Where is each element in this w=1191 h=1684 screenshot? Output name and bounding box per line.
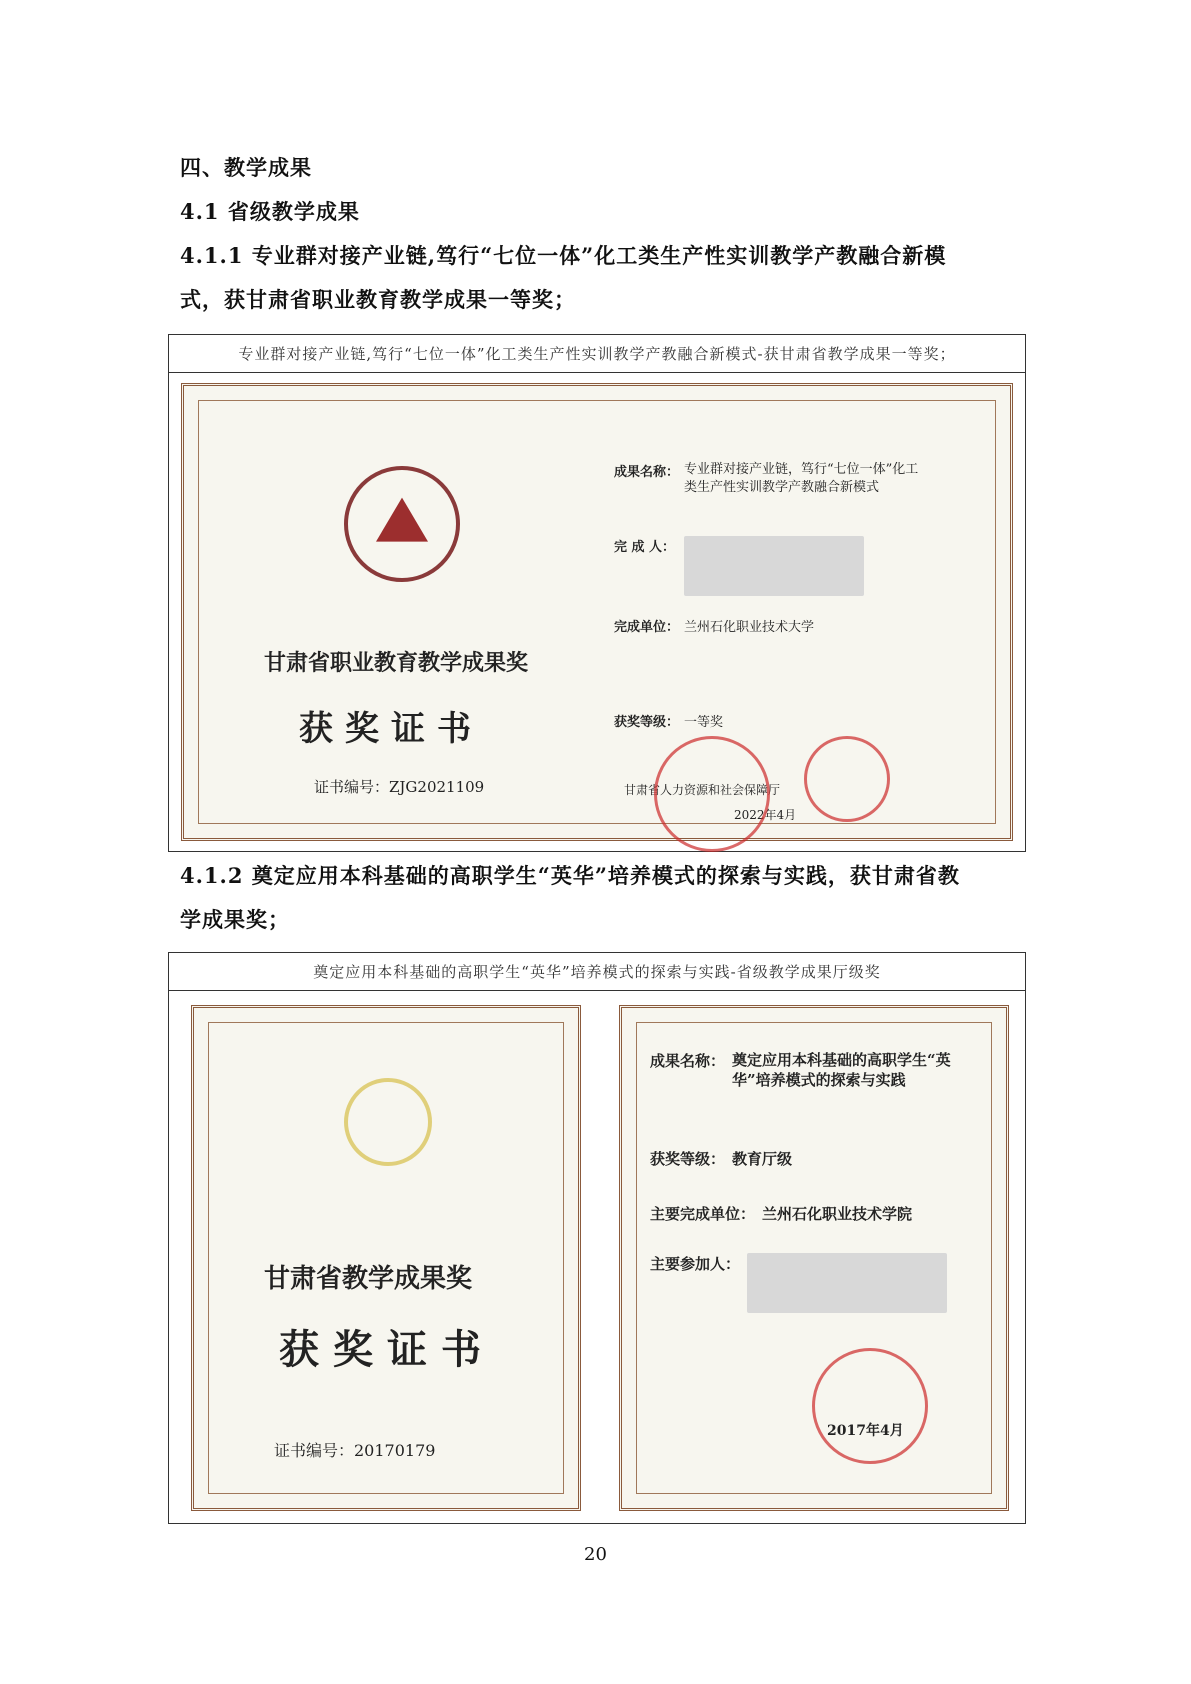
red-seal-icon <box>804 736 890 822</box>
cert2-award-name: 甘肃省教学成果奖 <box>264 1264 473 1294</box>
section-title: 四、教学成果 <box>180 155 312 180</box>
item1-heading-line2: 式，获甘肃省职业教育教学成果一等奖； <box>180 287 576 312</box>
cert1-unit-text: 兰州石化职业技术大学 <box>684 620 815 635</box>
item2-heading-line1: 4.1.2 奠定应用本科基础的高职学生“英华”培养模式的探索与实践，获甘肃省教 <box>180 863 960 888</box>
cert1-title: 获奖证书 <box>299 709 483 749</box>
cert1-people-text <box>684 536 864 596</box>
cert1-result-label: 成果名称： <box>614 465 680 480</box>
item1-certificate <box>181 383 1013 841</box>
cert2-people-label: 主要参加人： <box>650 1255 741 1273</box>
item1-caption: 专业群对接产业链,笃行“七位一体”化工类生产性实训教学产教融合新模式-获甘肃省教学成果一等奖； <box>169 335 1025 373</box>
cert1-result-text: 专业群对接产业链，笃行“七位一体”化工类生产性实训教学产教融合新模式 <box>684 462 919 495</box>
cert1-number: 证书编号：ZJG2021109 <box>314 778 485 796</box>
cert2-level-label: 获奖等级： <box>650 1150 726 1168</box>
subsection-title: 4.1 省级教学成果 <box>180 199 360 224</box>
cert2-number: 证书编号：20170179 <box>274 1441 436 1460</box>
cert2-level-text: 教育厅级 <box>732 1150 793 1168</box>
item1-frame <box>168 334 1026 852</box>
emblem-icon <box>344 466 460 582</box>
cert1-date: 2022年4月 <box>734 808 797 822</box>
emblem-icon <box>344 1078 432 1166</box>
red-seal-icon <box>654 736 770 852</box>
cert2-title: 获奖证书 <box>279 1326 495 1373</box>
item2-heading-line2: 学成果奖； <box>180 907 290 932</box>
cert1-award-name: 甘肃省职业教育教学成果奖 <box>264 650 529 676</box>
cert2-unit-text: 兰州石化职业技术学院 <box>762 1205 913 1223</box>
item2-certificate-right <box>619 1005 1009 1511</box>
red-seal-icon <box>812 1348 928 1464</box>
page-number: 20 <box>584 1544 607 1565</box>
item1-heading-line1: 4.1.1 专业群对接产业链,笃行“七位一体”化工类生产性实训教学产教融合新模 <box>180 243 947 268</box>
item2-frame <box>168 952 1026 1524</box>
item2-certificate-left <box>191 1005 581 1511</box>
cert2-unit-label: 主要完成单位： <box>650 1205 756 1223</box>
cert2-result-label: 成果名称： <box>650 1052 726 1070</box>
item2-caption: 奠定应用本科基础的高职学生“英华”培养模式的探索与实践-省级教学成果厅级奖 <box>169 953 1025 991</box>
cert1-unit-label: 完成单位： <box>614 620 680 635</box>
cert2-result-text: 奠定应用本科基础的高职学生“英华”培养模式的探索与实践 <box>732 1051 951 1089</box>
cert2-date: 2017年4月 <box>827 1423 904 1439</box>
cert1-level-text: 一等奖 <box>684 715 724 730</box>
cert1-issuer: 甘肃省人力资源和社会保障厅 <box>624 783 781 797</box>
cert1-people-label: 完 成 人： <box>614 540 676 555</box>
cert2-people-text <box>747 1253 947 1313</box>
cert1-level-label: 获奖等级： <box>614 715 680 730</box>
